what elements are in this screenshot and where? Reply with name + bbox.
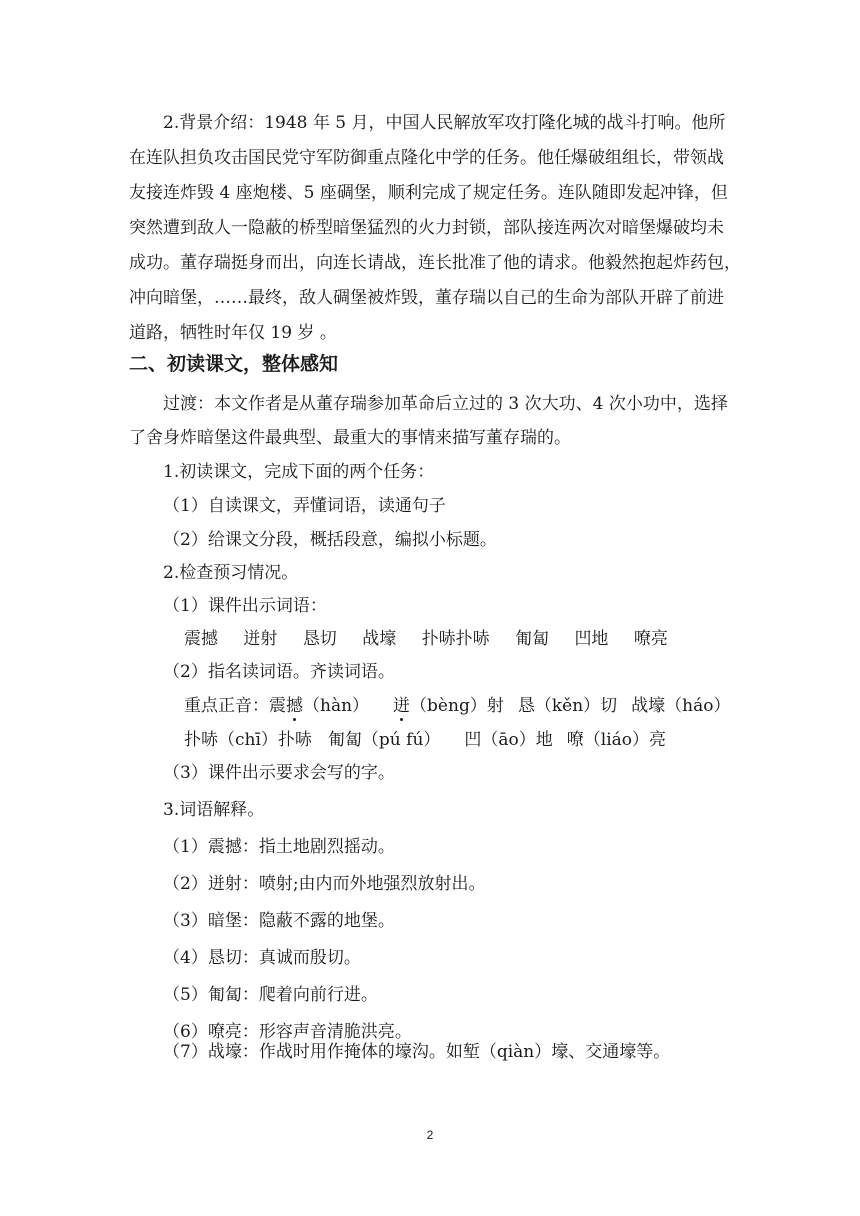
vocab-word: 扑哧扑哧 xyxy=(421,629,490,649)
pronunciation-text: 战壕（háo） xyxy=(631,696,731,716)
task-item: （1）自读课文，弄懂词语，读通句子 xyxy=(163,496,446,516)
transition-line: 了舍身炸暗堡这件最典型、最重大的事情来描写董存瑞的。 xyxy=(129,428,571,448)
pronunciation-text: 匍匐（pú fú） xyxy=(327,730,441,750)
background-line: 突然遭到敌人一隐蔽的桥型暗堡猛烈的火力封锁，部队接连两次对暗堡爆破均未 xyxy=(129,218,724,238)
vocab-word: 嘹亮 xyxy=(633,629,668,649)
vocab-word: 恳切 xyxy=(302,629,337,649)
pronunciation-text: 重点正音：震 xyxy=(184,696,286,716)
vocab-word: 战壕 xyxy=(362,629,397,649)
pronunciation-text: （bèng）射 xyxy=(410,696,504,716)
pronunciation-text: 恳（kěn）切 xyxy=(517,696,618,716)
emphasis-char: 撼 xyxy=(286,696,303,716)
vocab-word: 迸射 xyxy=(243,629,278,649)
vocab-word: 震撼 xyxy=(184,629,218,649)
background-line: 冲向暗堡，……最终，敌人碉堡被炸毁，董存瑞以自己的生命为部队开辟了前进 xyxy=(129,288,724,308)
definition-item: （2）迸射：喷射;由内而外地强烈放射出。 xyxy=(163,874,486,894)
task-item: （3）课件出示要求会写的字。 xyxy=(163,763,395,783)
definition-item: （4）恳切：真诚而殷切。 xyxy=(163,948,361,968)
pronunciation-text: （hàn） xyxy=(303,696,370,716)
task-heading: 3.词语解释。 xyxy=(163,800,265,820)
background-line: 2.背景介绍：1948 年 5 月，中国人民解放军攻打隆化城的战斗打响。他所 xyxy=(163,113,726,133)
background-line: 在连队担负攻击国民党守军防御重点隆化中学的任务。他任爆破组组长，带领战 xyxy=(129,148,724,168)
section-heading: 二、初读课文，整体感知 xyxy=(129,353,339,375)
page-number: 2 xyxy=(426,1128,434,1142)
vocabulary-list xyxy=(184,628,688,650)
definition-item: （7）战壕：作战时用作掩体的壕沟。如堑（qiàn）壕、交通壕等。 xyxy=(163,1042,671,1062)
pronunciation-line xyxy=(184,729,666,751)
vocab-word: 凹地 xyxy=(574,629,609,649)
definition-item: （5）匍匐：爬着向前行进。 xyxy=(163,985,378,1005)
background-line: 成功。董存瑞挺身而出，向连长请战，连长批准了他的请求。他毅然抱起炸药包， xyxy=(129,253,741,273)
task-item: （1）课件出示词语： xyxy=(163,596,327,616)
definition-item: （3）暗堡：隐蔽不露的地堡。 xyxy=(163,911,395,931)
pronunciation-line xyxy=(184,695,730,717)
vocab-word: 匍匐 xyxy=(515,629,550,649)
background-line: 友接连炸毁 4 座炮楼、5 座碉堡，顺利完成了规定任务。连队随即发起冲锋，但 xyxy=(129,183,728,203)
task-heading: 2.检查预习情况。 xyxy=(163,563,299,583)
task-heading: 1.初读课文，完成下面的两个任务： xyxy=(163,462,435,482)
task-item: （2）指名读词语。齐读词语。 xyxy=(163,662,395,682)
definition-item: （1）震撼：指土地剧烈摇动。 xyxy=(163,837,395,857)
definition-item: （6）嘹亮：形容声音清脆洪亮。 xyxy=(163,1022,412,1042)
transition-line: 过渡：本文作者是从董存瑞参加革命后立过的 3 次大功、4 次小功中，选择 xyxy=(163,394,728,414)
pronunciation-text: 嘹（liáo）亮 xyxy=(566,730,667,750)
emphasis-char: 迸 xyxy=(393,696,411,716)
task-item: （2）给课文分段，概括段意，编拟小标题。 xyxy=(163,530,497,550)
pronunciation-text: 扑哧（chī）扑哧 xyxy=(184,730,312,750)
background-line: 道路，牺牲时年仅 19 岁 。 xyxy=(129,323,337,343)
pronunciation-text: 凹（āo）地 xyxy=(464,730,553,750)
